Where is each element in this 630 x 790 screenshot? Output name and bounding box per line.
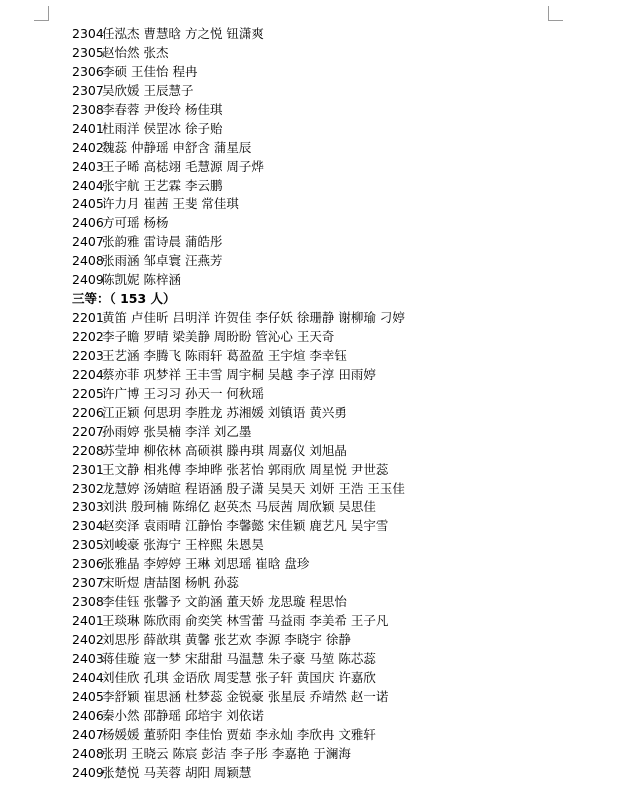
student-names: 龙慧婷 汤婧暄 程语涵 殷子潇 吴昊天 刘妍 王浩 王玉佳 xyxy=(102,480,405,496)
class-entry-row xyxy=(72,82,612,101)
student-names: 李硕 王佳怡 程冉 xyxy=(102,63,198,79)
class-number: 2408 xyxy=(72,253,104,269)
class-entry-row xyxy=(72,669,612,688)
class-entry-row xyxy=(72,252,612,271)
class-number: 2403 xyxy=(72,158,104,174)
student-names: 魏蕊 仲静瑶 申舒含 蒲星辰 xyxy=(102,139,252,155)
student-names: 王子晞 高梽翊 毛慧源 周子烨 xyxy=(102,158,264,174)
student-names: 张韵雅 雷诗晨 蒲皓彤 xyxy=(102,234,223,250)
class-entry-row xyxy=(72,309,612,328)
class-number: 2203 xyxy=(72,347,104,363)
class-number: 2408 xyxy=(72,745,104,761)
class-entry-row xyxy=(72,404,612,423)
class-number: 2401 xyxy=(72,120,104,136)
class-entry-row xyxy=(72,233,612,252)
student-names: 宋昕煜 唐喆图 杨帆 孙蕊 xyxy=(102,575,239,591)
student-names: 吴欣媛 王辰慧子 xyxy=(102,82,194,98)
class-number: 2206 xyxy=(72,404,104,420)
student-names: 李舒颖 崔思涵 杜梦蕊 金锐豪 张星辰 乔靖然 赵一诺 xyxy=(102,688,389,704)
class-entry-row xyxy=(72,707,612,726)
student-names: 陈凯妮 陈梓涵 xyxy=(102,272,181,288)
award-list-third-prize xyxy=(72,309,612,782)
student-names: 刘思彤 薛歆琪 黄馨 张艺欢 李源 李晓宇 徐静 xyxy=(102,632,351,647)
class-entry-row xyxy=(72,177,612,196)
class-entry-row xyxy=(72,764,612,783)
student-names: 王艺涵 李腾飞 陈雨轩 葛盈盈 王宇煊 李幸钰 xyxy=(102,347,347,363)
student-names: 张宇航 王艺霖 李云鹏 xyxy=(102,177,223,193)
class-number: 2402 xyxy=(72,632,104,647)
class-number: 2208 xyxy=(72,442,104,458)
class-number: 2308 xyxy=(72,594,104,610)
class-entry-row xyxy=(72,366,612,385)
class-number: 2406 xyxy=(72,707,104,723)
class-entry-row xyxy=(72,631,612,650)
student-names: 张楚悦 马芙蓉 胡阳 周颖慧 xyxy=(102,764,252,780)
class-number: 2307 xyxy=(72,575,104,591)
class-number: 2409 xyxy=(72,764,104,780)
class-entry-row xyxy=(72,328,612,347)
class-entry-row xyxy=(72,612,612,631)
student-names: 赵怡然 张杰 xyxy=(102,44,169,60)
class-entry-row xyxy=(72,555,612,574)
student-names: 蒋佳璇 寇一梦 宋甜甜 马温慧 朱子豪 马堃 陈芯蕊 xyxy=(102,650,376,666)
student-names: 黄笛 卢佳昕 吕明洋 许贺佳 李仔妖 徐珊静 谢柳瑜 刁婷 xyxy=(102,310,405,326)
class-number: 2205 xyxy=(72,385,104,401)
student-names: 刘洪 殷珂楠 陈绵亿 赵英杰 马辰茜 周欣颖 吴思佳 xyxy=(102,499,376,515)
class-entry-row xyxy=(72,385,612,404)
class-number: 2405 xyxy=(72,196,104,212)
student-names: 蔡亦菲 巩梦祥 王丰雪 周宇桐 吴越 李子淳 田雨婷 xyxy=(102,366,376,382)
class-number: 2303 xyxy=(72,499,104,515)
class-entry-row xyxy=(72,271,612,290)
document-body xyxy=(72,25,612,783)
student-names: 刘峻豪 张海宁 王梓熙 朱恩昊 xyxy=(102,537,264,553)
class-number: 2301 xyxy=(72,461,104,477)
student-names: 许力月 崔茜 王斐 常佳琪 xyxy=(102,196,239,212)
student-names: 王文静 相兆傅 李坤晔 张茗怡 郭雨欣 周星悦 尹世蕊 xyxy=(102,461,389,477)
student-names: 李佳钰 张馨予 文韵涵 董天娇 龙思璇 程思怡 xyxy=(102,594,347,610)
class-entry-row xyxy=(72,158,612,177)
class-entry-row xyxy=(72,63,612,82)
class-number: 2402 xyxy=(72,139,104,155)
class-number: 2405 xyxy=(72,688,104,704)
class-entry-row xyxy=(72,593,612,612)
class-entry-row xyxy=(72,517,612,536)
student-names: 苏莹坤 柳依林 高硕祺 滕冉琪 周嘉仪 刘旭晶 xyxy=(102,442,347,458)
student-names: 张玥 王晓云 陈宸 彭洁 李子彤 李嘉艳 于澜海 xyxy=(102,745,351,761)
class-entry-row xyxy=(72,25,612,44)
student-names: 许广博 王习习 孙天一 何秋瑶 xyxy=(102,385,264,401)
page-corner-mark-left xyxy=(34,6,49,21)
class-number: 2305 xyxy=(72,44,104,60)
student-names: 张雨涵 邹卓寰 汪燕芳 xyxy=(102,253,223,269)
class-entry-row xyxy=(72,44,612,63)
class-number: 2307 xyxy=(72,82,104,98)
student-names: 任泓杰 曹慧晗 方之悦 钮潇爽 xyxy=(102,26,264,41)
class-number: 2404 xyxy=(72,669,104,685)
class-entry-row xyxy=(72,423,612,442)
student-names: 刘佳欣 孔琪 金语欣 周雯慧 张子轩 黄国庆 许嘉欣 xyxy=(102,669,376,685)
class-entry-row xyxy=(72,480,612,499)
class-number: 2308 xyxy=(72,101,104,117)
class-number: 2304 xyxy=(72,518,104,534)
class-number: 2401 xyxy=(72,613,104,629)
student-names: 江正颖 何思玥 李胜龙 苏湘媛 刘镇语 黄兴勇 xyxy=(102,404,347,420)
class-number: 2207 xyxy=(72,423,104,439)
student-names: 秦小然 邵静瑶 邱培宇 刘依诺 xyxy=(102,707,264,723)
class-number: 2403 xyxy=(72,650,104,666)
class-entry-row xyxy=(72,101,612,120)
student-names: 杨媛媛 董骄阳 李佳怡 贾茹 李永灿 李欣冉 文雅轩 xyxy=(102,726,376,742)
class-entry-row xyxy=(72,214,612,233)
class-number: 2306 xyxy=(72,556,104,572)
class-number: 2204 xyxy=(72,366,104,382)
class-entry-row xyxy=(72,536,612,555)
class-entry-row xyxy=(72,726,612,745)
class-number: 2409 xyxy=(72,272,104,288)
student-names: 王琰琳 陈欣雨 俞奕笑 林雪蕾 马益雨 李美希 王子凡 xyxy=(102,613,389,629)
class-number: 2404 xyxy=(72,177,104,193)
class-entry-row xyxy=(72,688,612,707)
class-entry-row xyxy=(72,650,612,669)
class-number: 2304 xyxy=(72,26,104,41)
student-names: 张雅晶 李婷婷 王琳 刘思瑶 崔晗 盘珍 xyxy=(102,556,310,572)
class-number: 2201 xyxy=(72,310,104,326)
class-number: 2407 xyxy=(72,726,104,742)
student-names: 孙雨婷 张昊楠 李洋 刘乙墨 xyxy=(102,423,252,439)
class-entry-row xyxy=(72,574,612,593)
student-names: 李春蓉 尹俊玲 杨佳琪 xyxy=(102,101,223,117)
class-number: 2305 xyxy=(72,537,104,553)
student-names: 方可瑶 杨杨 xyxy=(102,215,169,231)
class-number: 2202 xyxy=(72,329,104,344)
award-list-previous xyxy=(72,25,612,290)
class-number: 2302 xyxy=(72,480,104,496)
class-number: 2407 xyxy=(72,234,104,250)
student-names: 李子瞻 罗晴 梁美静 周盼盼 管沁心 王天奇 xyxy=(102,329,335,344)
page-corner-mark-right xyxy=(548,6,563,21)
class-number: 2406 xyxy=(72,215,104,231)
class-entry-row xyxy=(72,745,612,764)
class-entry-row xyxy=(72,442,612,461)
class-entry-row xyxy=(72,347,612,366)
class-entry-row xyxy=(72,195,612,214)
class-entry-row xyxy=(72,461,612,480)
class-entry-row xyxy=(72,139,612,158)
class-number: 2306 xyxy=(72,63,104,79)
class-entry-row xyxy=(72,120,612,139)
student-names: 赵奕泽 袁雨晴 江静怡 李馨懿 宋佳颖 鹿艺凡 吴宇雪 xyxy=(102,518,389,534)
section-heading-third-prize: 三等：（ 153 人） xyxy=(72,291,176,307)
class-entry-row xyxy=(72,498,612,517)
student-names: 杜雨洋 侯罡冰 徐子贻 xyxy=(102,120,223,136)
